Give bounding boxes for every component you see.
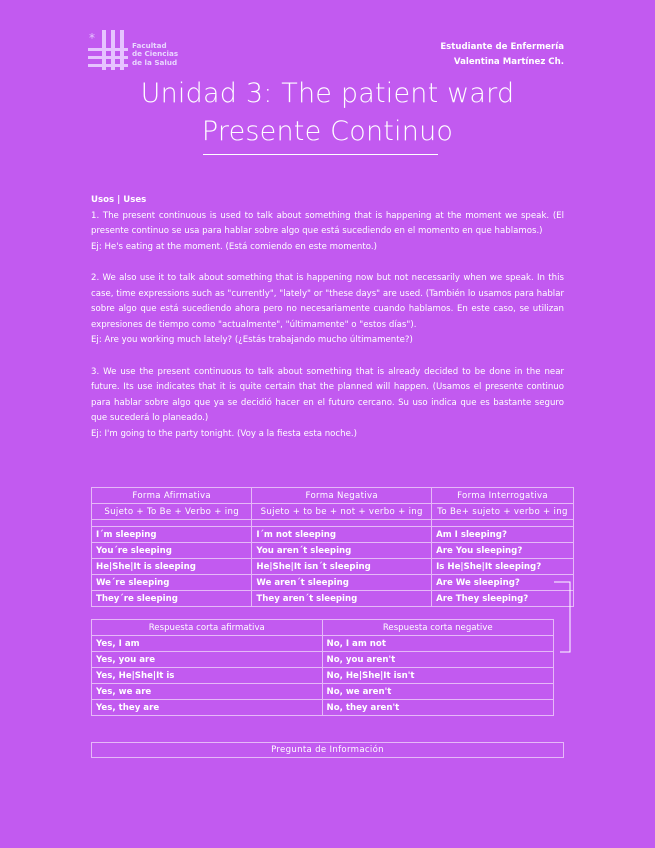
- table-cell: He|She|It isn´t sleeping: [252, 559, 432, 575]
- header-short-negative: Respuesta corta negative: [322, 620, 553, 636]
- use-3-example: Ej: I'm going to the party tonight. (Voy a la fiesta esta noche.): [91, 428, 357, 439]
- table-row: [92, 575, 574, 591]
- header-affirmative: Forma Afirmativa: [92, 488, 252, 504]
- short-answers-table: [91, 619, 554, 716]
- structure-negative: Sujeto + to be + not + verbo + ing: [252, 504, 432, 520]
- table-cell: You aren´t sleeping: [252, 543, 432, 559]
- structure-affirmative: Sujeto + To Be + Verbo + ing: [92, 504, 252, 520]
- table-cell: Are We sleeping?: [432, 575, 574, 591]
- table-cell: No, I am not: [322, 636, 553, 652]
- table-cell: We aren´t sleeping: [252, 575, 432, 591]
- author-block: [440, 40, 564, 70]
- structure-interrogative: To Be+ sujeto + verbo + ing: [432, 504, 574, 520]
- table-cell: No, you aren't: [322, 652, 553, 668]
- logo-line-2: de Ciencias: [132, 49, 179, 59]
- table-cell: Yes, they are: [92, 700, 323, 716]
- table-cell: We´re sleeping: [92, 575, 252, 591]
- table-row: [92, 543, 574, 559]
- svg-text:*: *: [89, 31, 95, 45]
- forms-table-header: [92, 488, 574, 504]
- logo-line-3: de la Salud: [132, 57, 178, 67]
- table-row: [92, 684, 554, 700]
- table-row: [92, 652, 554, 668]
- short-answers-header: [92, 620, 554, 636]
- page-title: Unidad 3: The patient ward: [140, 78, 515, 109]
- author-role: Estudiante de Enfermería: [440, 42, 564, 52]
- table-cell: No, they aren't: [322, 700, 553, 716]
- logo-line-1: Facultad: [132, 41, 167, 50]
- info-question-box: Pregunta de Información: [91, 742, 564, 758]
- table-cell: Are They sleeping?: [432, 591, 574, 607]
- table-cell: Yes, I am: [92, 636, 323, 652]
- use-2-example: Ej: Are you working much lately? (¿Estás trabajando mucho últimamente?): [91, 335, 413, 346]
- structure-row: [92, 504, 574, 520]
- page-subtitle: Presente Continuo: [201, 116, 454, 147]
- table-cell: I´m sleeping: [92, 527, 252, 543]
- header-short-affirmative: Respuesta corta afirmativa: [92, 620, 323, 636]
- table-cell: Am I sleeping?: [432, 527, 574, 543]
- author-name: Valentina Martínez Ch.: [453, 57, 564, 67]
- table-row: [92, 700, 554, 716]
- table-row: [92, 527, 574, 543]
- table-cell: Is He|She|It sleeping?: [432, 559, 574, 575]
- spacer-row: [92, 520, 574, 527]
- table-cell: You´re sleeping: [92, 543, 252, 559]
- table-cell: He|She|It is sleeping: [92, 559, 252, 575]
- connector-arrow-icon: [554, 581, 574, 654]
- use-1-text: 1. The present continuous is used to talk about something that is happening at the moment we speak. (El presente continuo se usa para hablar sobre algo que está sucediendo en el momento en que hablamos.): [91, 210, 564, 237]
- table-cell: Yes, we are: [92, 684, 323, 700]
- header-negative: Forma Negativa: [252, 488, 432, 504]
- title-divider: [203, 154, 438, 155]
- use-3-text: 3. We use the present continuous to talk about something that is already decided to be done in the near future. Its use indicates that it is quite certain that the planned will happen. (Usamos el presente continuo para hablar sobre algo que ya se decidió hacer en el futuro cercano. Su uso indica que es bastante seguro que sucederá lo planeado.): [91, 366, 564, 424]
- table-row: [92, 668, 554, 684]
- table-cell: No, He|She|It isn't: [322, 668, 553, 684]
- logo-text: [132, 42, 178, 67]
- table-row: [92, 591, 574, 607]
- header-interrogative: Forma Interrogativa: [432, 488, 574, 504]
- forms-table: [91, 487, 574, 607]
- table-cell: No, we aren't: [322, 684, 553, 700]
- table-row: [92, 559, 574, 575]
- uses-section: [91, 193, 564, 443]
- uses-heading: Usos | Uses: [91, 195, 147, 205]
- faculty-logo: [86, 28, 216, 72]
- table-cell: They aren´t sleeping: [252, 591, 432, 607]
- use-2-text: 2. We also use it to talk about something that is happening now but not necessarily when we speak. In this case, time expressions such as "currently", "lately" or "these days" are used. (También lo usamos para hablar sobre algo que está sucediendo ahora pero no necesariamente cuando hablamos. En este caso, se utilizan expresiones de tiempo como "actualmente", "últimamente" o "estos días").: [91, 272, 564, 330]
- table-cell: Yes, He|She|It is: [92, 668, 323, 684]
- table-cell: I´m not sleeping: [252, 527, 432, 543]
- table-row: [92, 636, 554, 652]
- table-cell: They´re sleeping: [92, 591, 252, 607]
- table-cell: Are You sleeping?: [432, 543, 574, 559]
- table-cell: Yes, you are: [92, 652, 323, 668]
- logo-bars-icon: [86, 28, 130, 72]
- use-1-example: Ej: He's eating at the moment. (Está comiendo en este momento.): [91, 241, 377, 252]
